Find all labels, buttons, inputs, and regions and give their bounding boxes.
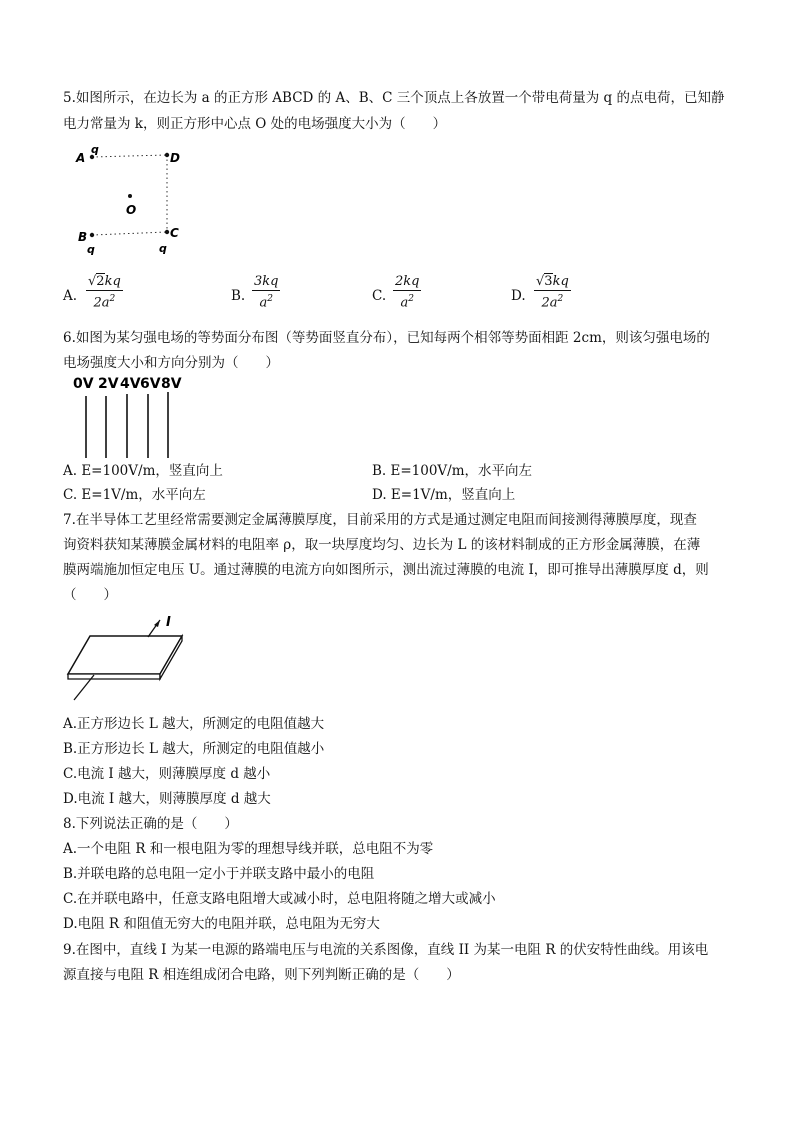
current-arrow-icon: [154, 620, 160, 627]
label-qa: q: [91, 143, 99, 156]
q5-option-d-letter[interactable]: D.: [511, 288, 526, 304]
q5-c-den: a: [400, 295, 409, 311]
label-6v: 6V: [140, 376, 161, 392]
q7-option-c[interactable]: C.电流 I 越大，则薄膜厚度 d 越小: [63, 766, 271, 782]
q5-stem-line-1: 5.如图所示，在边长为 a 的正方形 ABCD 的 A、B、C 三个顶点上各放置一个带电荷量为 q 的点电荷，已知静: [63, 90, 725, 106]
label-4v: 4V: [120, 376, 141, 392]
q8-option-b[interactable]: B.并联电路的总电阻一定小于并联支路中最小的电阻: [63, 866, 375, 882]
q8-option-d[interactable]: D.电阻 R 和阻值无穷大的电阻并联，总电阻为无穷大: [63, 916, 380, 932]
label-current-i: I: [166, 615, 171, 630]
q7-option-a[interactable]: A.正方形边长 L 越大，所测定的电阻值越大: [63, 716, 325, 732]
vertex-d-dot: [165, 153, 169, 157]
q5-option-a-letter[interactable]: A.: [63, 288, 78, 304]
q5-c-exp: 2: [408, 294, 414, 304]
q8-option-a[interactable]: A.一个电阻 R 和一根电阻为零的理想导线并联，总电阻不为零: [63, 841, 434, 857]
q5-square-figure: [70, 140, 190, 255]
q9-stem-line-1: 9.在图中，直线 I 为某一电源的路端电压与电流的关系图像，直线 II 为某一电阻 R 的伏安特性曲线。用该电: [63, 942, 709, 958]
q5-d-radicand: 3: [544, 274, 553, 289]
q5-option-d-fraction: $\frac{√3kq}{2a^2}$: [536, 274, 569, 311]
charge-c-dot: [165, 230, 169, 234]
q5-option-c-fraction: [393, 273, 421, 311]
q7-stem-line-3: 膜两端施加恒定电压 U。通过薄膜的电流方向如图所示，测出流过薄膜的电流 I，即可推导出薄膜厚度 d，则: [63, 562, 709, 578]
q7-stem-line-1: 7.在半导体工艺里经常需要测定金属薄膜厚度，目前采用的方式是通过测定电阻而间接测得薄膜厚度，现查: [63, 512, 697, 528]
center-o-dot: [128, 194, 132, 198]
q7-option-b[interactable]: B.正方形边长 L 越大，所测定的电阻值越小: [63, 741, 325, 757]
label-a: A: [76, 151, 86, 165]
q6-option-a[interactable]: A. E=100V/m，竖直向上: [63, 463, 223, 479]
q6-option-c[interactable]: C. E=1V/m，水平向左: [63, 487, 206, 503]
q8-stem: 8.下列说法正确的是（ ）: [63, 816, 238, 832]
q5-b-exp: 2: [267, 294, 273, 304]
q5-a-radicand: 2: [96, 274, 105, 289]
label-8v: 8V: [161, 376, 182, 392]
label-b: B: [78, 230, 88, 244]
label-0v: 0V: [73, 376, 94, 392]
q5-b-den: a: [259, 295, 268, 311]
q6-stem-line-2: 电场强度大小和方向分别为（ ）: [63, 355, 279, 371]
q7-film-figure: [60, 612, 200, 707]
q7-stem-line-4: （ ）: [63, 587, 117, 603]
q5-option-a-fraction: $\frac{√2kq}{2a^2}$: [88, 274, 121, 311]
film-front-edge: [68, 674, 160, 679]
q5-option-b-fraction: [252, 273, 280, 311]
q5-a-exp: 2: [109, 294, 116, 304]
q5-d-den: 2a: [541, 295, 558, 311]
q6-option-d[interactable]: D. E=1V/m，竖直向上: [372, 487, 516, 503]
q6-equipotential-figure: [72, 374, 192, 460]
q5-a-den: 2a: [93, 295, 110, 311]
label-qc: q: [159, 242, 167, 255]
q5-option-b-letter[interactable]: B.: [231, 288, 246, 304]
label-o: O: [126, 203, 137, 217]
label-c: C: [170, 226, 179, 240]
q5-option-c-letter[interactable]: C.: [372, 288, 387, 304]
q5-d-num: kq: [552, 274, 569, 289]
q5-stem-line-2: 电力常量为 k，则正方形中心点 O 处的电场强度大小为（ ）: [63, 116, 447, 132]
q6-option-b[interactable]: B. E=100V/m，水平向左: [372, 463, 533, 479]
q5-a-num: kq: [104, 274, 121, 289]
q7-stem-line-2: 询资料获知某薄膜金属材料的电阻率 ρ，取一块厚度均匀、边长为 L 的该材料制成的正方形金属薄膜，在薄: [63, 537, 701, 553]
q5-b-num: 3kq: [254, 274, 279, 289]
q5-d-exp: 2: [557, 294, 564, 304]
label-2v: 2V: [98, 376, 119, 392]
q9-stem-line-2: 源直接与电阻 R 相连组成闭合电路，则下列判断正确的是（ ）: [63, 967, 460, 983]
label-qb: q: [87, 243, 95, 255]
label-d: D: [170, 151, 180, 165]
q6-stem-line-1: 6.如图为某匀强电场的等势面分布图（等势面竖直分布），已知每两个相邻等势面相距 2cm，则该匀强电场的: [63, 330, 710, 346]
q7-option-d[interactable]: D.电流 I 越大，则薄膜厚度 d 越大: [63, 791, 271, 807]
charge-b-dot: [90, 233, 94, 237]
q5-c-num: 2kq: [395, 274, 420, 289]
q8-option-c[interactable]: C.在并联电路中，任意支路电阻增大或减小时，总电阻将随之增大或减小: [63, 891, 496, 907]
